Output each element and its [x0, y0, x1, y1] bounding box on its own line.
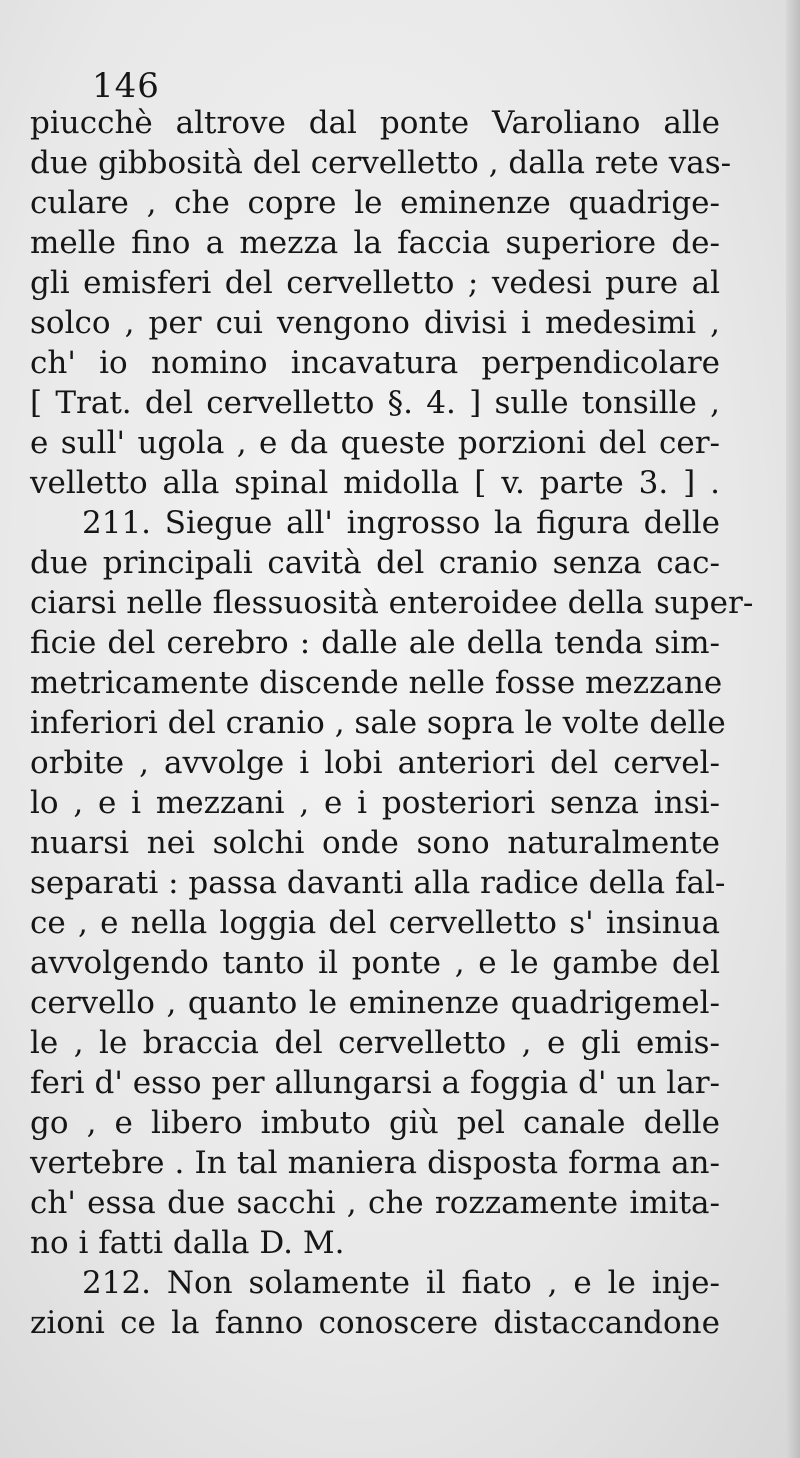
- text-line: ch' essa due sacchi , che rozzamente imita-: [30, 1185, 720, 1221]
- text-line: separati : passa davanti alla radice della fal-: [30, 865, 726, 901]
- paragraph-211-start: 211. Siegue all' ingrosso la figura delle: [82, 505, 720, 541]
- text-line: ch' io nomino incavatura perpendicolare: [30, 345, 720, 381]
- text-line: piucchè altrove dal ponte Varoliano alle: [30, 105, 720, 141]
- text-line: gli emisferi del cervelletto ; vedesi pure al: [30, 265, 720, 301]
- text-line: due gibbosità del cervelletto , dalla rete vas-: [30, 145, 732, 181]
- text-line: go , e libero imbuto giù pel canale delle: [30, 1105, 720, 1141]
- text-line: velletto alla spinal midolla [ v. parte 3. ] .: [30, 465, 720, 501]
- text-line: culare , che copre le eminenze quadrige-: [30, 185, 720, 221]
- text-line: metricamente discende nelle fosse mezzane: [30, 665, 723, 701]
- text-line: [ Trat. del cervelletto §. 4. ] sulle tonsille ,: [30, 385, 720, 421]
- text-line: solco , per cui vengono divisi i medesimi ,: [30, 305, 720, 341]
- text-line: feri d' esso per allungarsi a foggia d' un lar-: [30, 1065, 720, 1101]
- text-line: ficie del cerebro : dalle ale della tenda sim-: [30, 625, 720, 661]
- text-line: ciarsi nelle flessuosità enteroidee della super-: [30, 585, 754, 621]
- text-line: ce , e nella loggia del cervelletto s' insinua: [30, 905, 720, 941]
- text-line: lo , e i mezzani , e i posteriori senza insi-: [30, 785, 720, 821]
- text-line: le , le braccia del cervelletto , e gli emis-: [30, 1025, 720, 1061]
- text-line: melle fino a mezza la faccia superiore de-: [30, 225, 720, 261]
- text-line: avvolgendo tanto il ponte , e le gambe del: [30, 945, 720, 981]
- text-line: e sull' ugola , e da queste porzioni del cer-: [30, 425, 720, 461]
- text-line: nuarsi nei solchi onde sono naturalmente: [30, 825, 720, 861]
- page-number: 146: [92, 66, 160, 106]
- text-line: cervello , quanto le eminenze quadrigemel-: [30, 985, 720, 1021]
- text-line: zioni ce la fanno conoscere distaccandone: [30, 1305, 720, 1341]
- paragraph-211-end: no i fatti dalla D. M.: [30, 1225, 345, 1261]
- text-line: due principali cavità del cranio senza cac-: [30, 545, 720, 581]
- text-line: inferiori del cranio , sale sopra le volte delle: [30, 705, 726, 741]
- page-edge-shadow: [786, 0, 800, 1458]
- text-line: vertebre . In tal maniera disposta forma an-: [30, 1145, 720, 1181]
- text-line: orbite , avvolge i lobi anteriori del cervel-: [30, 745, 720, 781]
- paragraph-212-start: 212. Non solamente il fiato , e le inje-: [82, 1265, 720, 1301]
